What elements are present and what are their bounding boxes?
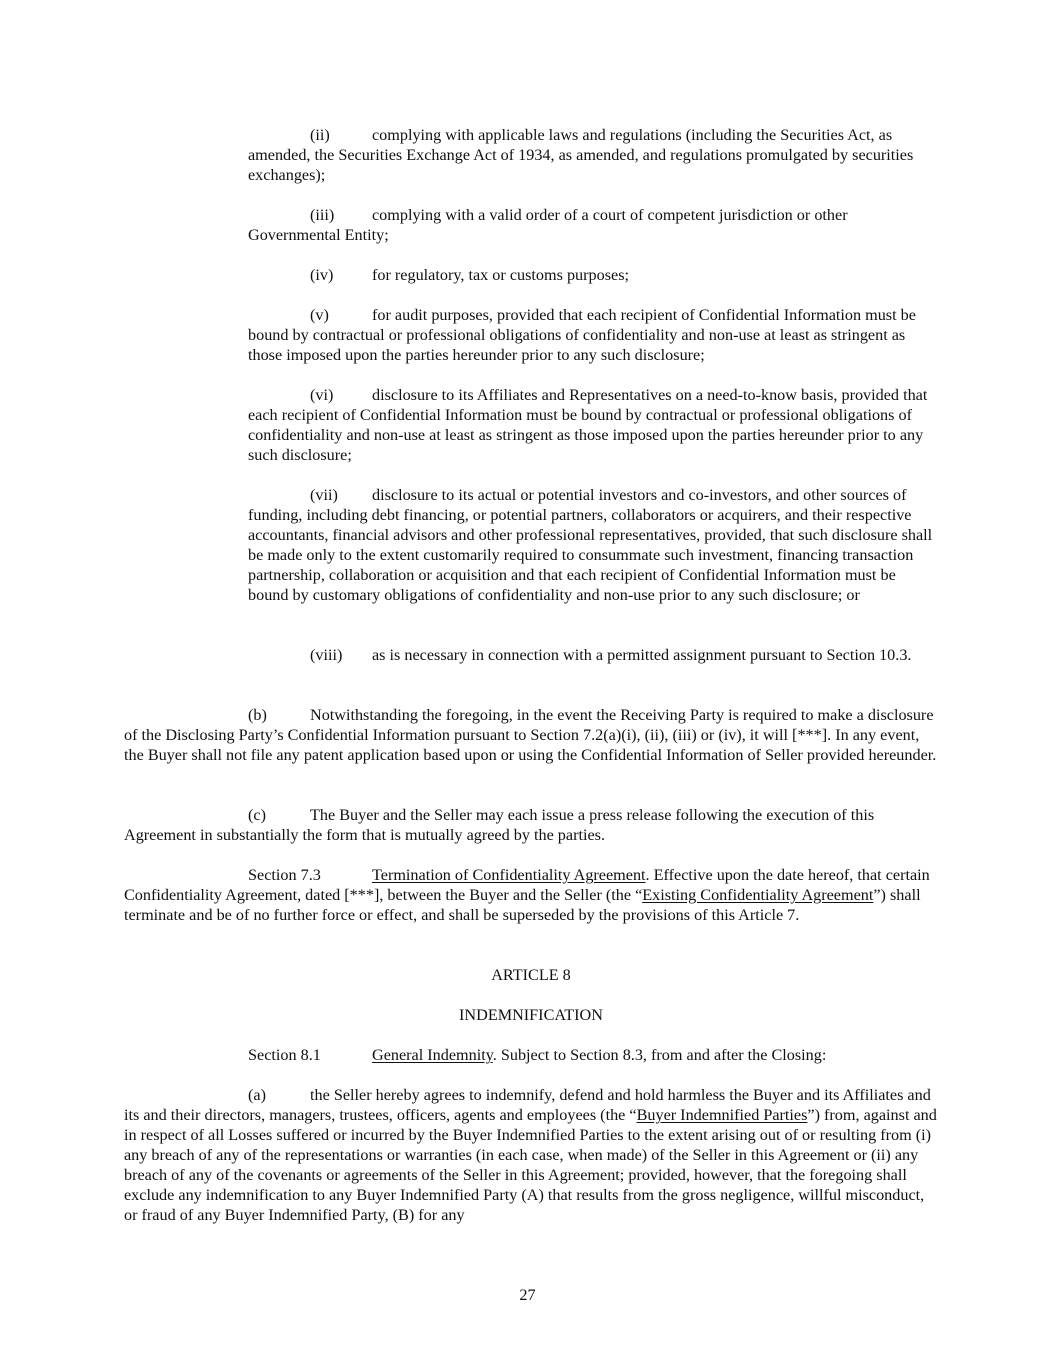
section-heading: General Indemnity xyxy=(372,1046,493,1064)
paragraph-number: (b) xyxy=(248,706,267,724)
section-heading: Termination of Confidentiality Agreement xyxy=(372,866,646,884)
clause-vii xyxy=(248,485,938,605)
section-8-1 xyxy=(124,1045,938,1065)
clause-text: complying with applicable laws and regulations (including the Securities Act, as amended, the Securities Exchange Act of 1934, as amended, and regulations promulgated by securities exchanges); xyxy=(248,126,914,184)
clause-text: disclosure to its actual or potential investors and co-investors, and other sources of funding, including debt financing, or potential partners, collaborators or acquirers, and their respective accountants, financial advisors and other professional representatives, provided, that such disclosure shall be made only to the extent customarily required to consummate such investment, financing transaction partnership, collaboration or acquisition and that each recipient of Confidential Information must be bound by customary obligations of confidentiality and non-use prior to any such disclosure; or xyxy=(248,486,933,604)
clause-viii xyxy=(248,645,938,665)
clause-number: (iii) xyxy=(310,206,335,224)
paragraph-text-continued: ”) from, against and in respect of all Losses suffered or incurred by the Buyer Indemnified Parties to the extent arising out of or resulting from (i) any breach of any of the representations or warranties (in each case, when made) of the Seller in this Agreement or (ii) any breach of any of the covenants or agreements of the Seller in this Agreement; provided, however, that the foregoing shall exclude any indemnification to any Buyer Indemnified Party (A) that results from the gross negligence, willful misconduct, or fraud of any Buyer Indemnified Party, (B) for any xyxy=(124,1106,937,1224)
clause-v xyxy=(248,305,938,365)
paragraph-a xyxy=(124,1085,938,1225)
section-text: . Effective upon the date hereof, that certain Confidentiality Agreement, dated [***], between the Buyer and the Seller (the “ xyxy=(124,866,930,904)
clause-number: (ii) xyxy=(310,126,330,144)
section-number: Section 8.1 xyxy=(248,1046,321,1064)
clause-text: for regulatory, tax or customs purposes; xyxy=(372,266,629,284)
paragraph-c xyxy=(124,805,938,845)
article-number: ARTICLE 8 xyxy=(491,966,571,984)
paragraph-text: Notwithstanding the foregoing, in the event the Receiving Party is required to make a disclosure of the Disclosing Party’s Confidential Information pursuant to Section 7.2(a)(i), (ii), (iii) or (iv), it will [***]. In any event, the Buyer shall not file any patent application based upon or using the Confidential Information of Seller provided hereunder. xyxy=(124,706,937,764)
section-7-3 xyxy=(124,865,938,925)
paragraph-number: (a) xyxy=(248,1086,266,1104)
clause-ii xyxy=(248,125,938,185)
page-number: 27 xyxy=(519,1286,536,1304)
paragraph-number: (c) xyxy=(248,806,266,824)
section-text: . Subject to Section 8.3, from and after the Closing: xyxy=(492,1046,827,1064)
clause-number: (vii) xyxy=(310,486,338,504)
clause-text: disclosure to its Affiliates and Representatives on a need-to-know basis, provided that each recipient of Confidential Information must be bound by contractual or professional obligations of confidentiality and non-use at least as stringent as those imposed upon the parties hereunder prior to any such disclosure; xyxy=(248,386,928,464)
clause-iv xyxy=(248,265,938,285)
clause-number: (iv) xyxy=(310,266,334,284)
defined-term: Existing Confidentiality Agreement xyxy=(642,886,874,904)
section-number: Section 7.3 xyxy=(248,866,321,884)
section-text-continued: ”) shall terminate and be of no further force or effect, and shall be superseded by the provisions of this Article 7. xyxy=(124,886,921,924)
clause-text: complying with a valid order of a court of competent jurisdiction or other Governmental Entity; xyxy=(248,206,848,244)
paragraph-text: the Seller hereby agrees to indemnify, defend and hold harmless the Buyer and its Affiliates and its and their directors, managers, trustees, officers, agents and employees (the “ xyxy=(124,1086,931,1124)
clause-text: as is necessary in connection with a permitted assignment pursuant to Section 10.3. xyxy=(372,646,912,664)
paragraph-b xyxy=(124,705,938,765)
clause-number: (viii) xyxy=(310,646,343,664)
paragraph-text: The Buyer and the Seller may each issue a press release following the execution of this Agreement in substantially the form that is mutually agreed by the parties. xyxy=(124,806,875,844)
clause-vi xyxy=(248,385,938,465)
clause-number: (v) xyxy=(310,306,329,324)
clause-text: for audit purposes, provided that each recipient of Confidential Information must be bound by contractual or professional obligations of confidentiality and non-use at least as stringent as those imposed upon the parties hereunder prior to any such disclosure; xyxy=(248,306,916,364)
clause-number: (vi) xyxy=(310,386,334,404)
defined-term: Buyer Indemnified Parties xyxy=(636,1106,808,1124)
clause-iii xyxy=(248,205,938,245)
article-title: INDEMNIFICATION xyxy=(459,1006,603,1024)
